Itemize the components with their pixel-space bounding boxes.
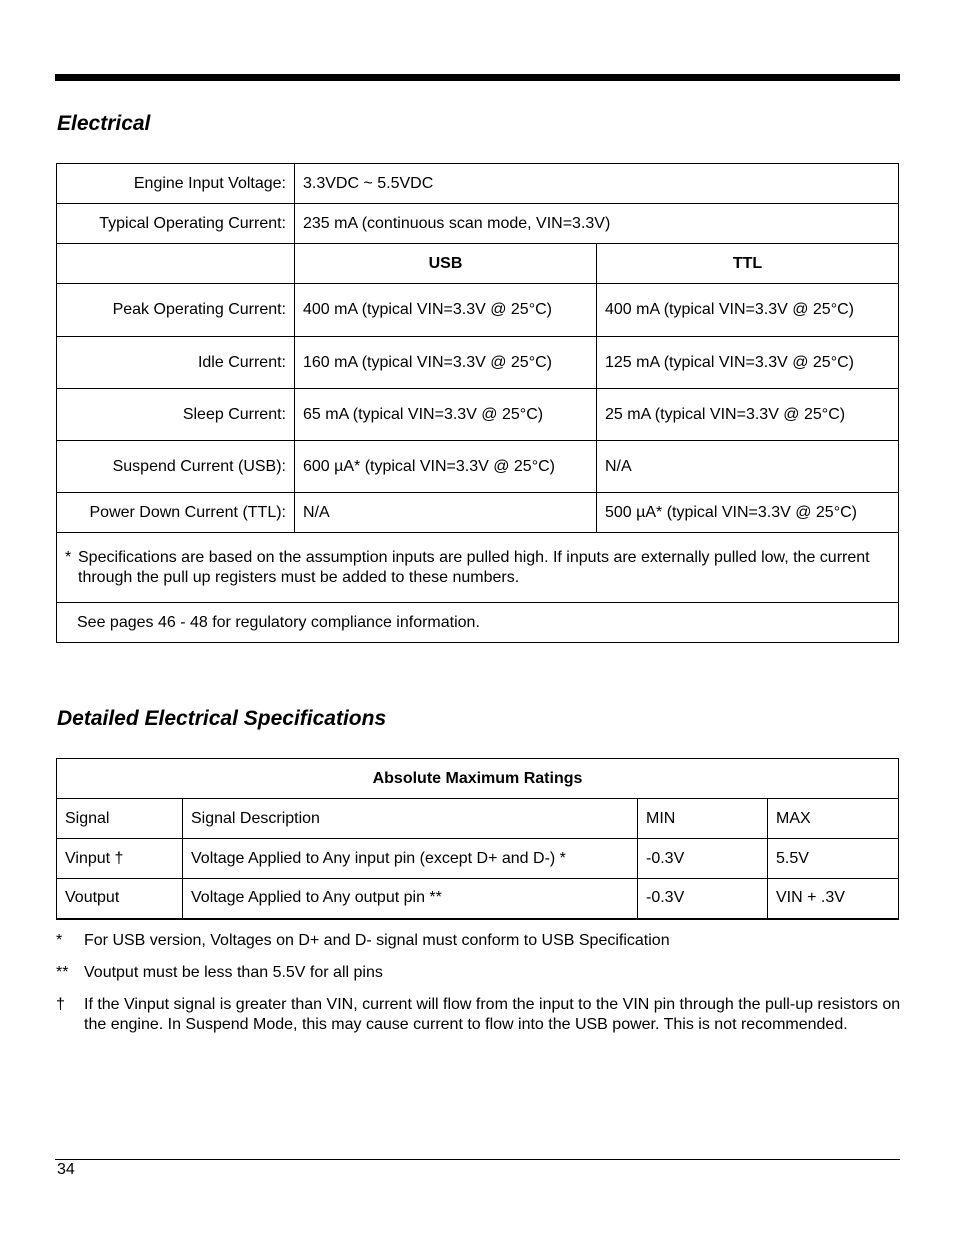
table-header-row <box>57 244 899 284</box>
absolute-maximum-ratings-table <box>56 758 899 920</box>
engine-input-voltage-value: 3.3VDC ~ 5.5VDC <box>295 164 899 204</box>
note-item <box>56 963 901 983</box>
signal-header: Signal <box>57 799 183 839</box>
note-text: Voutput must be less than 5.5V for all pins <box>84 964 383 981</box>
footnote-row <box>57 533 899 603</box>
ttl-value: 400 mA (typical VIN=3.3V @ 25°C) <box>597 284 899 337</box>
table-row <box>57 493 899 533</box>
usb-value: 600 µA* (typical VIN=3.3V @ 25°C) <box>295 441 597 493</box>
table-row <box>57 337 899 389</box>
ttl-column-header: TTL <box>597 244 899 284</box>
note-text: For USB version, Voltages on D+ and D- signal must conform to USB Specification <box>84 932 670 949</box>
usb-value: 65 mA (typical VIN=3.3V @ 25°C) <box>295 389 597 441</box>
note-item <box>56 995 901 1035</box>
table-row <box>57 879 899 919</box>
footnote-mark: * <box>65 548 72 566</box>
usb-column-header: USB <box>295 244 597 284</box>
note-item <box>56 931 901 951</box>
row-label: Idle Current: <box>57 337 295 389</box>
top-rule <box>55 74 900 81</box>
usb-value: N/A <box>295 493 597 533</box>
note-mark: ** <box>56 964 69 981</box>
table-row <box>57 839 899 879</box>
table-row <box>57 204 899 244</box>
description-cell: Voltage Applied to Any output pin ** <box>183 879 638 919</box>
ttl-value: 125 mA (typical VIN=3.3V @ 25°C) <box>597 337 899 389</box>
footnote-cell <box>57 533 899 603</box>
note-text: If the Vinput signal is greater than VIN, current will flow from the input to the VIN pin through the pull-up resistors on the engine. In Suspend Mode, this may cause current to flow into the USB power. This is not recommended. <box>84 996 901 1033</box>
min-header: MIN <box>638 799 768 839</box>
footnote-text: Specifications are based on the assumption inputs are pulled high. If inputs are externally pulled low, the current through the pull up registers must be added to these numbers. <box>78 548 870 586</box>
detailed-specs-heading: Detailed Electrical Specifications <box>57 707 387 730</box>
row-label: Peak Operating Current: <box>57 284 295 337</box>
signal-cell: Voutput <box>57 879 183 919</box>
max-header: MAX <box>768 799 899 839</box>
table-row <box>57 164 899 204</box>
compliance-row <box>57 603 899 643</box>
bottom-rule <box>55 1159 900 1160</box>
usb-value: 160 mA (typical VIN=3.3V @ 25°C) <box>295 337 597 389</box>
signal-cell: Vinput † <box>57 839 183 879</box>
row-label: Sleep Current: <box>57 389 295 441</box>
table-row <box>57 441 899 493</box>
ttl-value: 25 mA (typical VIN=3.3V @ 25°C) <box>597 389 899 441</box>
typical-operating-current-label: Typical Operating Current: <box>57 204 295 244</box>
description-cell: Voltage Applied to Any input pin (except D+ and D-) * <box>183 839 638 879</box>
electrical-heading: Electrical <box>57 112 151 135</box>
typical-operating-current-value: 235 mA (continuous scan mode, VIN=3.3V) <box>295 204 899 244</box>
ttl-value: N/A <box>597 441 899 493</box>
min-cell: -0.3V <box>638 879 768 919</box>
row-label: Suspend Current (USB): <box>57 441 295 493</box>
row-label: Power Down Current (TTL): <box>57 493 295 533</box>
table-title-row <box>57 759 899 799</box>
max-cell: 5.5V <box>768 839 899 879</box>
ratings-title: Absolute Maximum Ratings <box>57 759 899 799</box>
compliance-text: See pages 46 - 48 for regulatory compliance information. <box>57 603 899 643</box>
table-header-row <box>57 799 899 839</box>
note-mark: † <box>56 996 65 1013</box>
table-row <box>57 284 899 337</box>
page-number: 34 <box>57 1161 75 1178</box>
ttl-value: 500 µA* (typical VIN=3.3V @ 25°C) <box>597 493 899 533</box>
note-mark: * <box>56 932 63 949</box>
notes-list <box>56 931 901 1047</box>
max-cell: VIN + .3V <box>768 879 899 919</box>
electrical-table <box>56 163 899 643</box>
engine-input-voltage-label: Engine Input Voltage: <box>57 164 295 204</box>
empty-header-cell <box>57 244 295 284</box>
min-cell: -0.3V <box>638 839 768 879</box>
usb-value: 400 mA (typical VIN=3.3V @ 25°C) <box>295 284 597 337</box>
table-row <box>57 389 899 441</box>
description-header: Signal Description <box>183 799 638 839</box>
